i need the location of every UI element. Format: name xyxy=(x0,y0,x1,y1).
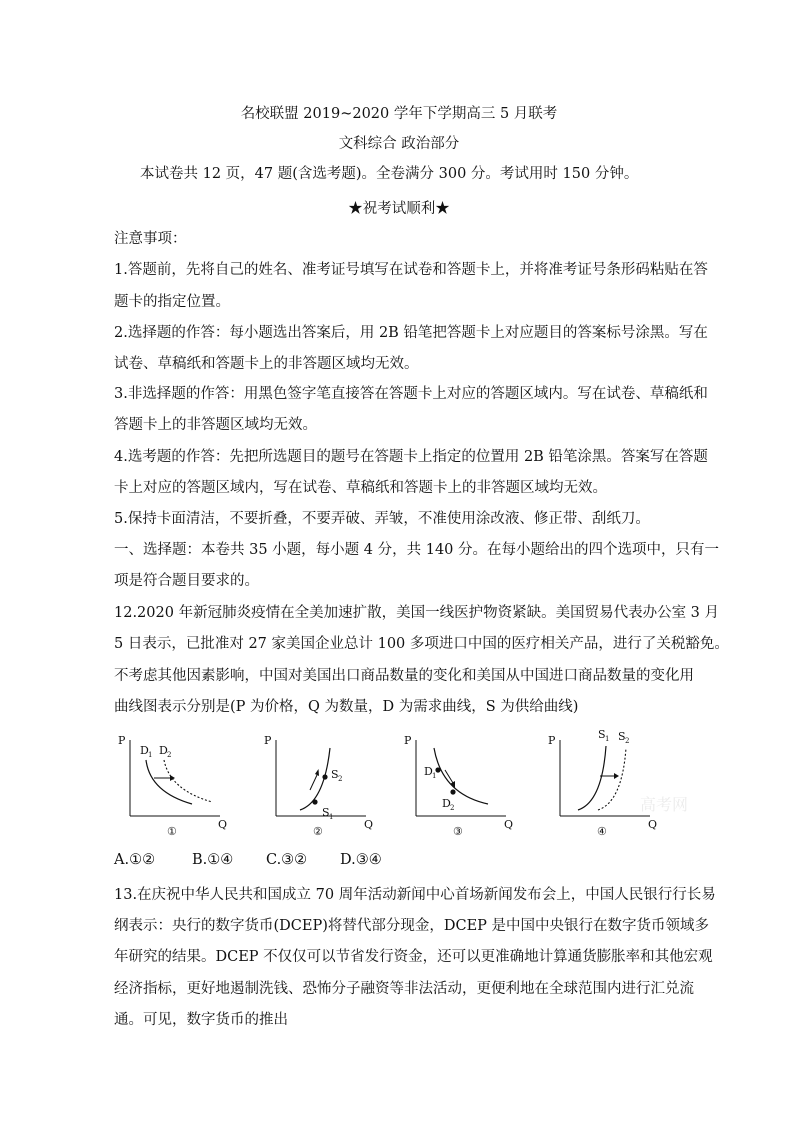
curve-label: S xyxy=(618,730,626,743)
axis-q-label: Q xyxy=(648,818,658,831)
graph-number: ③ xyxy=(453,825,463,838)
notes-line: 题卡的指定位置。 xyxy=(114,294,230,310)
axis-q-label: Q xyxy=(504,818,514,831)
watermark: 高考网 xyxy=(640,795,689,814)
move-arrow xyxy=(310,775,317,790)
move-arrow xyxy=(445,770,453,783)
graph-3-demand-move xyxy=(398,730,528,840)
axis-p-label: P xyxy=(404,734,412,747)
notes-line: 卡上对应的答题区域内，写在试卷、草稿纸和答题卡上的非答题区域均无效。 xyxy=(114,480,607,496)
axis-q-label: Q xyxy=(218,818,228,831)
graph-number: ① xyxy=(167,825,177,838)
axis-p-label: P xyxy=(118,734,126,747)
point-label: S xyxy=(322,806,330,819)
point-s1 xyxy=(312,799,317,804)
question-12-text: 5 日表示，已批准对 27 家美国企业总计 100 多项进口中国的医疗相关产品，进行了关税豁免。 xyxy=(114,636,729,652)
question-12-text: 12.2020 年新冠肺炎疫情在全美加速扩散，美国一线医护物资紧缺。美国贸易代表办公室 3 月 xyxy=(114,605,720,621)
question-13-text: 13.在庆祝中华人民共和国成立 70 周年活动新闻中心首场新闻发布会上，中国人民银行行长易 xyxy=(114,887,716,903)
axis-p-label: P xyxy=(264,734,272,747)
graph-number: ② xyxy=(313,825,323,838)
exam-title: 名校联盟 2019~2020 学年下学期高三 5 月联考 xyxy=(240,106,558,122)
notes-line: 5.保持卡面清洁，不要折叠，不要弄破、弄皱，不准使用涂改液、修正带、刮纸刀。 xyxy=(114,511,650,527)
point-subscript: 1 xyxy=(432,772,437,780)
notes-line: 3.非选择题的作答：用黑色签字笔直接答在答题卡上对应的答题区域内。写在试卷、草稿纸和 xyxy=(114,386,708,402)
exam-intro: 本试卷共 12 页，47 题(含选考题)。全卷满分 300 分。考试用时 150 分钟。 xyxy=(140,166,639,182)
option-b: B.①④ xyxy=(192,852,234,868)
axis-p-label: P xyxy=(548,734,556,747)
notes-line: 2.选择题的作答：每小题选出答案后，用 2B 铅笔把答题卡上对应题目的答案标号涂黑。写在 xyxy=(114,325,708,341)
graph-4-supply-shift xyxy=(542,730,672,840)
supply-curve-s2 xyxy=(598,748,626,810)
graph-1-demand-shift xyxy=(112,730,242,840)
curve-label: S xyxy=(598,728,606,741)
exam-wish: ★祝考试顺利★ xyxy=(348,201,450,217)
question-13-text: 通。可见，数字货币的推出 xyxy=(114,1012,288,1028)
arrow-head-icon xyxy=(614,773,619,779)
section-instructions: 项是符合题目要求的。 xyxy=(114,573,259,589)
section-instructions: 一、选择题：本卷共 35 小题，每小题 4 分，共 140 分。在每小题给出的四个选项中，只有一 xyxy=(114,542,720,558)
point-s2 xyxy=(322,774,327,779)
point-label: S xyxy=(331,768,339,781)
demand-curve xyxy=(434,748,488,804)
demand-curve-d1 xyxy=(146,760,192,804)
question-12-text: 不考虑其他因素影响，中国对美国出口商品数量的变化和美国从中国进口商品数量的变化用 xyxy=(114,668,694,684)
point-d2 xyxy=(450,789,455,794)
curve-subscript: 1 xyxy=(605,735,610,743)
curve-subscript: 1 xyxy=(148,751,153,759)
curve-subscript: 2 xyxy=(625,737,630,745)
notes-line: 试卷、草稿纸和答题卡上的非答题区域均无效。 xyxy=(114,356,419,372)
question-13-text: 纲表示：央行的数字货币(DCEP)将替代部分现金，DCEP 是中国中央银行在数字货币领域多 xyxy=(114,918,710,934)
point-subscript: 1 xyxy=(329,813,334,821)
notes-line: 答题卡上的非答题区域均无效。 xyxy=(114,417,317,433)
option-c: C.③② xyxy=(266,852,308,868)
curve-label: D xyxy=(140,744,149,757)
notes-heading: 注意事项： xyxy=(114,231,187,247)
axis-q-label: Q xyxy=(364,818,374,831)
notes-line: 1.答题前，先将自己的姓名、准考证号填写在试卷和答题卡上，并将准考证号条形码粘贴在答 xyxy=(114,262,708,278)
question-13-text: 经济指标，更好地遏制洗钱、恐怖分子融资等非法活动，更便利地在全球范围内进行汇兑流 xyxy=(114,981,694,997)
point-label: D xyxy=(442,797,451,810)
graph-number: ④ xyxy=(597,825,607,838)
notes-line: 4.选考题的作答：先把所选题目的题号在答题卡上指定的位置用 2B 铅笔涂黑。答案写在答题 xyxy=(114,449,708,465)
curve-label: D xyxy=(159,744,168,757)
graph-2-supply-move xyxy=(258,730,388,840)
option-d: D.③④ xyxy=(340,852,382,868)
exam-subtitle: 文科综合 政治部分 xyxy=(338,136,460,152)
arrow-head-icon xyxy=(170,775,175,781)
question-13-text: 年研究的结果。DCEP 不仅仅可以节省发行资金，还可以更准确地计算通货膨胀率和其他宏观 xyxy=(114,949,713,965)
point-subscript: 2 xyxy=(338,775,343,783)
supply-curve-s1 xyxy=(578,746,606,810)
point-subscript: 2 xyxy=(450,804,455,812)
question-12-text: 曲线图表示分别是(P 为价格，Q 为数量，D 为需求曲线，S 为供给曲线) xyxy=(114,699,579,715)
point-label: D xyxy=(424,765,433,778)
arrow-head-icon xyxy=(315,769,319,776)
curve-subscript: 2 xyxy=(167,751,172,759)
option-a: A.①② xyxy=(114,852,156,868)
